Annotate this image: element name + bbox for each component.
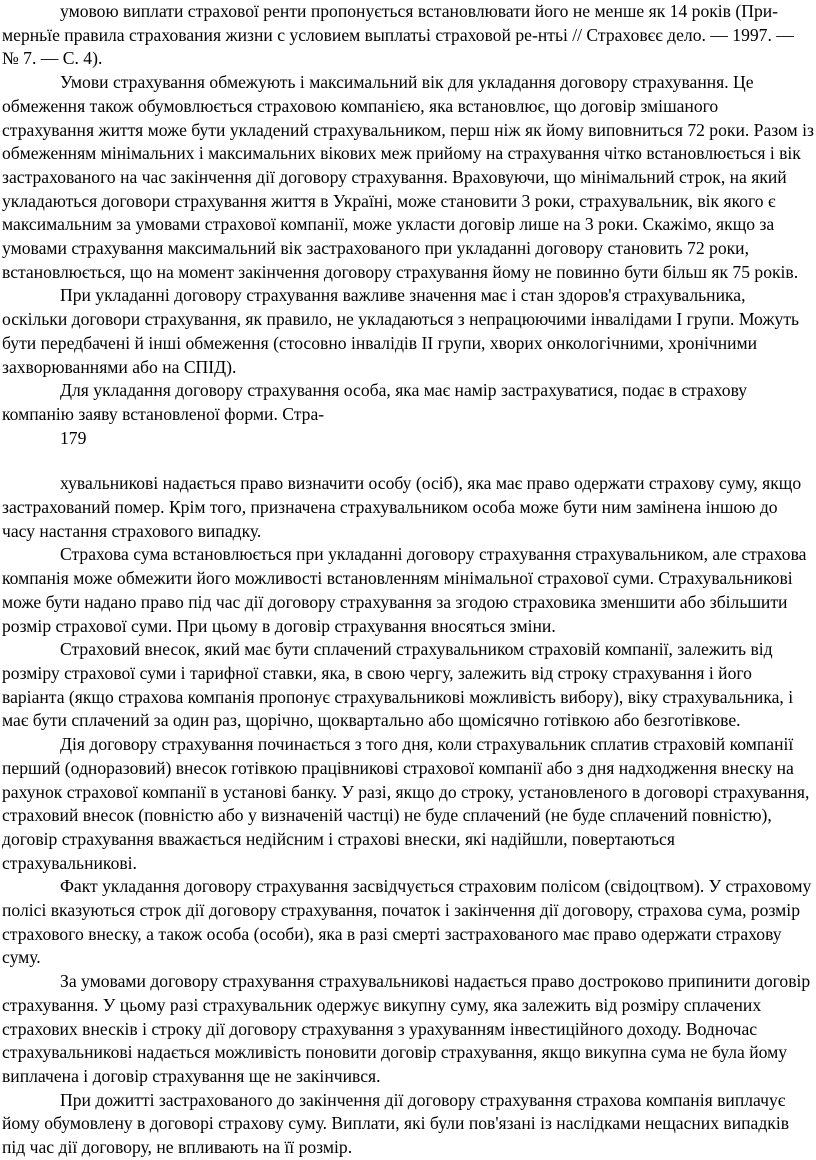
paragraph-health: При укладанні договору страхування важливе значення має і стан здоров'я страхувальника, оскільки договори страхування, як правило, не укладаються з непрацюючими інвалідами І групи. Можуть бути передбачені й інші обмеження (стосовно інвалідів II групи, хворих онкологічними, хронічними захворюваннями або на СПІД). — [2, 285, 800, 377]
paragraph-premium: Страховий внесок, який має бути сплачений страхувальником страховій компанії, залежить від розміру страхової суми і тарифної ставки, яка, в свою чергу, залежить від строку страхування і його варіанта (якщо страхова компанія пропонує страхувальникові можливість вибору), віку страхувальника, і має бути сплачений за один раз, щорічно, щоквартально або щомісячно готівкою або безготівкове. — [2, 639, 794, 731]
paragraph-sum-insured: Страхова сума встановлюється при укладанні договору страхування страхувальником, але страхова компанія може обмежити його можливості встановленням мінімальної страхової суми. Страхувальникові може бути надано право під час дії договору страхування за згодою страховика зменшити або збільшити розмір страхової суми. При цьому в договір страхування вносяться зміни. — [2, 544, 807, 636]
paragraph-early-termination: За умовами договору страхування страхувальникові надається право достроково припинити договір страхування. У цьому разі страхувальник одержує викупну суму, яка залежить від розміру сплачених страхових внесків і строку дії договору страхування з урахуванням інвестиційного доходу. Водночас страхувальникові надається можливість поновити договір страхування, якщо викупна сума не була йому виплачена і договір страхування ще не закінчився. — [2, 971, 811, 1086]
paragraph-max-age: Умови страхування обмежують і максимальний вік для укладання договору страхування. Це обмеження також обумовлюється страховою компанією, яка встановлює, що договір змішаного страхування життя може бути укладений страхувальником, перш ніж як йому виповниться 72 роки. Разом із обмеженням мінімальних і максимальних вікових меж прийому на страхування чітко встановлюється і вік застрахованого на час закінчення дії договору страхування. Враховуючи, що мінімальний строк, на який укладаються договори страхування життя в Україні, може становити 3 роки, страхувальник, вік якого є максимальним за умовами страхової компанії, може укласти договір лише на 3 роки. Скажімо, якщо за умовами страхування максимальний вік застрахованого при укладанні договору становить 72 роки, встановлюється, що на момент закінчення договору страхування йому не повинно бути більш як 75 років. — [2, 72, 814, 282]
paragraph-survival-payment: При дожитті застрахованого до закінчення дії договору страхування страхова компанія виплачує йому обумовлену в договорі страхову суму. Виплати, які були пов'язані із наслідками нещасних випадків під час дії договору, не впливають на її розмір. — [2, 1089, 790, 1158]
page-number: 179 — [60, 427, 87, 448]
paragraph-rent-age: умовою виплати страхової ренти пропонується встановлювати його не менше як 14 років (При-мерньїе правила страхования жизни с условием выплатьі страховой ре-нтьі // Страховєє дело. — 1997. — № 7. — С. 4). — [2, 1, 794, 69]
page-break — [2, 450, 814, 472]
paragraph-policy: Факт укладання договору страхування засвідчується страховим полісом (свідоцтвом). У страховому полісі вказуються строк дії договору страхування, початок і закінчення дії договору, страхова сума, розмір страхового внеску, а також особа (особи), яка в разі смерті застрахованого має право одержати страхову суму. — [2, 876, 812, 968]
paragraph-contract-start: Дія договору страхування починається з того дня, коли страхувальник сплатив страховій компанії перший (одноразовий) внесок готівкою працівникові страхової компанії або з дня надходження внеску на рахунок страхової компанії в установі банку. У разі, якщо до строку, установленого в договорі страхування, страховий внесок (повністю або у визначеній частці) не буде сплачений (не буде сплачений повністю), договір страхування вважається недійсним і страхові внески, які надійшли, повертаються страхувальникові. — [2, 734, 810, 873]
paragraph-application: Для укладання договору страхування особа, яка має намір застрахуватися, подає в страхову компанію заяву встановленої форми. Стра- — [2, 380, 748, 424]
paragraph-beneficiary: хувальникові надається право визначити особу (осіб), яка має право одержати страхову суму, якщо застрахований помер. Крім того, призначена страхувальником особа може бути ним замінена іншою до часу настання страхового випадку. — [2, 473, 802, 541]
